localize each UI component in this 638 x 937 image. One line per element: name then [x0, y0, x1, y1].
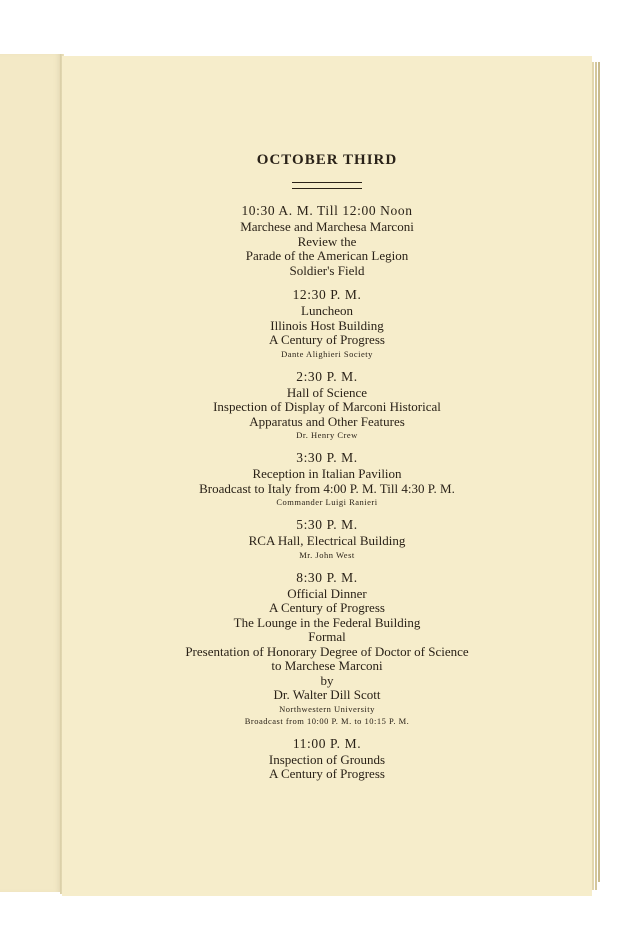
event-line: Parade of the American Legion — [245, 248, 409, 263]
event-block — [62, 450, 592, 508]
event-block — [62, 287, 592, 360]
event-block — [62, 203, 592, 278]
event-time: 2:30 P. M. — [296, 368, 358, 384]
event-block — [62, 517, 592, 561]
event-time: 11:00 P. M. — [292, 735, 362, 751]
event-line: Review the — [297, 233, 357, 249]
event-line: Formal — [308, 629, 346, 644]
event-line: A Century of Progress — [269, 332, 385, 347]
event-note: Mr. John West — [299, 549, 355, 560]
left-page — [0, 54, 62, 892]
event-note: Dr. Henry Crew — [296, 430, 358, 440]
event-time: 3:30 P. M. — [296, 450, 358, 465]
event-line: Reception in Italian Pavilion — [252, 466, 402, 481]
event-list — [62, 203, 592, 782]
page-edge — [595, 62, 597, 890]
event-block — [62, 369, 592, 442]
event-line: Inspection of Display of Marconi Historical — [213, 399, 441, 414]
double-rule-divider — [292, 182, 362, 189]
program-content — [62, 150, 592, 791]
event-block — [62, 736, 592, 782]
event-note: Commander Luigi Ranieri — [276, 497, 378, 507]
page-heading: OCTOBER THIRD — [256, 152, 398, 168]
event-line: Luncheon — [301, 303, 353, 318]
event-line: Inspection of Grounds — [268, 751, 386, 767]
event-line: A Century of Progress — [269, 766, 385, 781]
event-note: Broadcast from 10:00 P. M. to 10:15 P. M. — [244, 715, 410, 726]
event-note: Dante Alighieri Society — [281, 348, 373, 359]
event-line: Marchese and Marchesa Marconi — [240, 219, 414, 234]
page-edge — [592, 62, 594, 890]
event-time: 10:30 A. M. Till 12:00 Noon — [241, 203, 413, 218]
event-line: Official Dinner — [287, 585, 367, 601]
event-time: 12:30 P. M. — [292, 287, 362, 302]
event-line: The Lounge in the Federal Building — [233, 614, 421, 630]
event-line: Apparatus and Other Features — [249, 413, 405, 429]
event-line: RCA Hall, Electrical Building — [248, 533, 406, 548]
event-line: by — [320, 672, 334, 688]
event-line: Dr. Walter Dill Scott — [273, 687, 381, 702]
event-line: Presentation of Honorary Degree of Doctor of Science — [185, 643, 469, 659]
page-edge — [598, 62, 600, 882]
event-line: to Marchese Marconi — [271, 658, 383, 673]
event-note: Northwestern University — [279, 703, 375, 714]
event-line: Hall of Science — [286, 384, 368, 400]
event-time: 5:30 P. M. — [296, 517, 358, 532]
event-block — [62, 570, 592, 727]
event-line: Soldier's Field — [289, 262, 365, 278]
event-time: 8:30 P. M. — [296, 569, 358, 585]
event-line: Illinois Host Building — [270, 317, 384, 333]
event-line: Broadcast to Italy from 4:00 P. M. Till 4:30 P. M. — [199, 480, 455, 496]
event-line: A Century of Progress — [269, 600, 385, 615]
